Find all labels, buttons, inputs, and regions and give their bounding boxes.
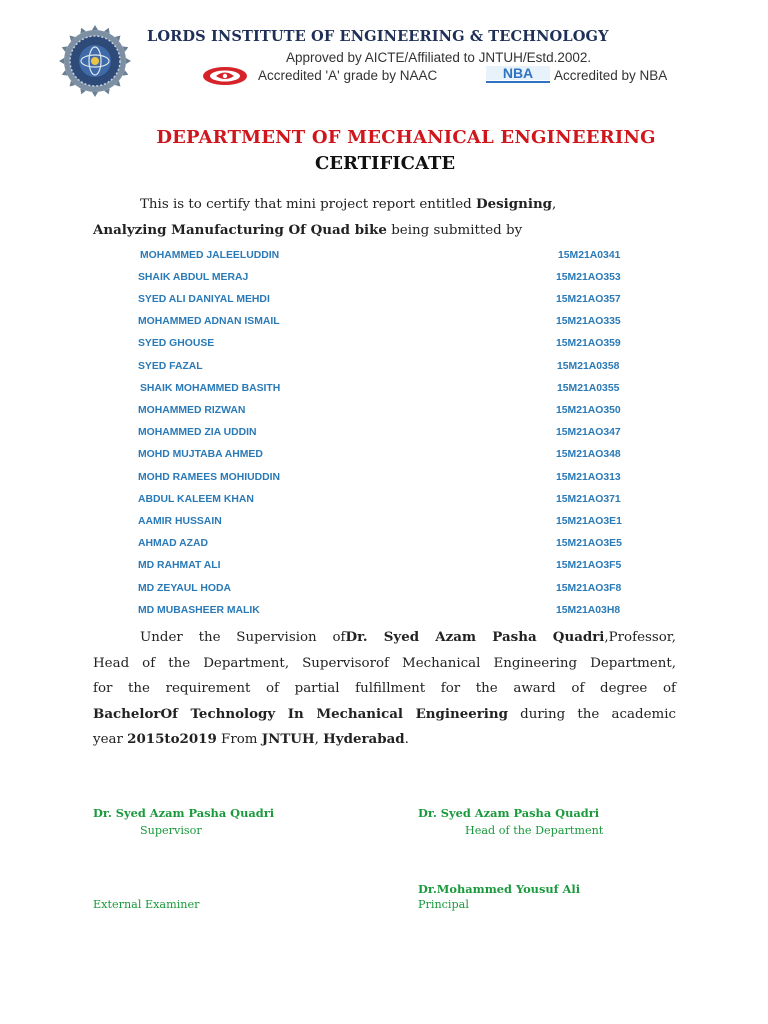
student-name: MOHD RAMEES MOHIUDDIN [138, 472, 281, 483]
intro-line-1 [140, 196, 556, 212]
submitted-by-text: being submitted by [386, 223, 523, 238]
student-row [0, 250, 768, 268]
approval-text: Approved by AICTE/Affiliated to JNTUH/Estd.2002. [286, 50, 592, 65]
institute-name: LORDS INSTITUTE OF ENGINEERING & TECHNOLOGY [147, 28, 609, 45]
academic-years: 2015to2019 [127, 731, 217, 748]
student-name: MD RAHMAT ALI [138, 560, 221, 571]
student-row [0, 494, 768, 512]
student-name: MOHD MUJTABA AHMED [138, 449, 263, 460]
student-row [0, 427, 768, 445]
student-name: MD MUBASHEER MALIK [138, 605, 260, 616]
intro-text: This is to certify that mini project report entitled [140, 197, 476, 212]
degree-name: BachelorOf Technology In Mechanical Engineering [93, 705, 508, 722]
student-row [0, 449, 768, 467]
institute-header [52, 20, 722, 92]
project-title-part-2: Analyzing Manufacturing Of Quad bike [93, 222, 387, 238]
student-row [0, 560, 768, 578]
student-roll-number: 15M21AO347 [556, 427, 621, 438]
student-row [0, 472, 768, 490]
student-name: SYED GHOUSE [138, 338, 215, 349]
nba-accreditation-text: Accredited by NBA [554, 68, 668, 83]
student-row [0, 583, 768, 601]
from-text: From [216, 732, 262, 748]
institute-logo-icon [58, 24, 132, 98]
supervision-text: Under the Supervision of [140, 630, 346, 645]
student-name: MOHAMMED JALEELUDDIN [140, 250, 280, 261]
student-name: MD ZEYAUL HODA [138, 583, 231, 594]
student-name: SHAIK ABDUL MERAJ [138, 272, 249, 283]
student-name: ABDUL KALEEM KHAN [138, 494, 254, 505]
separator-comma: , [314, 732, 324, 748]
paragraph-line: Head of the Department, Supervisorof Mechanical Engineering Department, [93, 655, 676, 671]
student-roll-number: 15M21AO313 [556, 472, 621, 483]
paragraph-line: for the requirement of partial fulfillment for the award of degree of [93, 681, 676, 697]
student-roll-number: 15M21AO348 [556, 449, 621, 460]
student-name: SYED ALI DANIYAL MEHDI [138, 294, 270, 305]
project-title-part-1: Designing [476, 196, 553, 212]
university-name: JNTUH [261, 731, 315, 748]
student-roll-number: 15M21AO359 [556, 338, 621, 349]
nba-logo-text: NBA [502, 65, 534, 81]
student-name: MOHAMMED ADNAN ISMAIL [138, 316, 280, 327]
student-row [0, 538, 768, 556]
student-row [0, 361, 768, 379]
student-row [0, 294, 768, 312]
intro-comma: , [552, 197, 557, 212]
student-row [0, 316, 768, 334]
department-title: DEPARTMENT OF MECHANICAL ENGINEERING [156, 127, 656, 148]
external-examiner-role: External Examiner [93, 898, 200, 911]
intro-line-2 [93, 222, 522, 238]
hod-signature-name: Dr. Syed Azam Pasha Quadri [418, 806, 600, 820]
principal-signature-name: Dr.Mohammed Yousuf Ali [418, 882, 581, 896]
academic-text: during the academic [507, 706, 676, 722]
student-name: SHAIK MOHAMMED BASITH [140, 383, 281, 394]
student-row [0, 516, 768, 534]
student-row [0, 272, 768, 290]
year-label: year [93, 732, 128, 748]
certificate-title: CERTIFICATE [314, 153, 456, 174]
student-row [0, 405, 768, 423]
student-name: SYED FAZAL [138, 361, 203, 372]
supervisor-inline-name: Dr. Syed Azam Pasha Quadri [345, 629, 605, 645]
paragraph-line [93, 625, 676, 651]
student-roll-number: 15M21A0355 [557, 383, 620, 394]
principal-role: Principal [418, 898, 469, 911]
student-roll-number: 15M21AO371 [556, 494, 621, 505]
naac-logo-icon [202, 66, 248, 86]
student-name: MOHAMMED RIZWAN [138, 405, 246, 416]
hod-role: Head of the Department [465, 824, 604, 837]
student-row [0, 605, 768, 623]
student-row [0, 338, 768, 356]
nba-logo-icon [486, 64, 550, 84]
paragraph-line [93, 702, 676, 728]
student-roll-number: 15M21A03H8 [556, 605, 621, 616]
supervisor-signature-name: Dr. Syed Azam Pasha Quadri [93, 806, 275, 820]
end-period: . [404, 732, 409, 748]
paragraph-line [93, 727, 676, 753]
professor-text: ,Professor, [604, 630, 676, 645]
city-name: Hyderabad [323, 731, 405, 748]
accreditation-line [202, 66, 752, 88]
student-roll-number: 15M21AO3E1 [556, 516, 622, 527]
student-roll-number: 15M21AO335 [556, 316, 621, 327]
student-roll-number: 15M21A0341 [558, 250, 621, 261]
student-roll-number: 15M21AO353 [556, 272, 621, 283]
supervisor-role: Supervisor [140, 824, 202, 837]
student-roll-number: 15M21AO3F5 [556, 560, 622, 571]
student-roll-number: 15M21A0358 [557, 361, 620, 372]
supervision-paragraph [93, 625, 676, 753]
student-roll-number: 15M21AO3F8 [556, 583, 622, 594]
student-name: AHMAD AZAD [138, 538, 209, 549]
student-roll-number: 15M21AO357 [556, 294, 621, 305]
student-roll-number: 15M21AO3E5 [556, 538, 622, 549]
naac-accreditation-text: Accredited 'A' grade by NAAC [258, 68, 438, 83]
student-row [0, 383, 768, 401]
student-name: MOHAMMED ZIA UDDIN [138, 427, 257, 438]
student-name: AAMIR HUSSAIN [138, 516, 222, 527]
student-roll-number: 15M21AO350 [556, 405, 621, 416]
